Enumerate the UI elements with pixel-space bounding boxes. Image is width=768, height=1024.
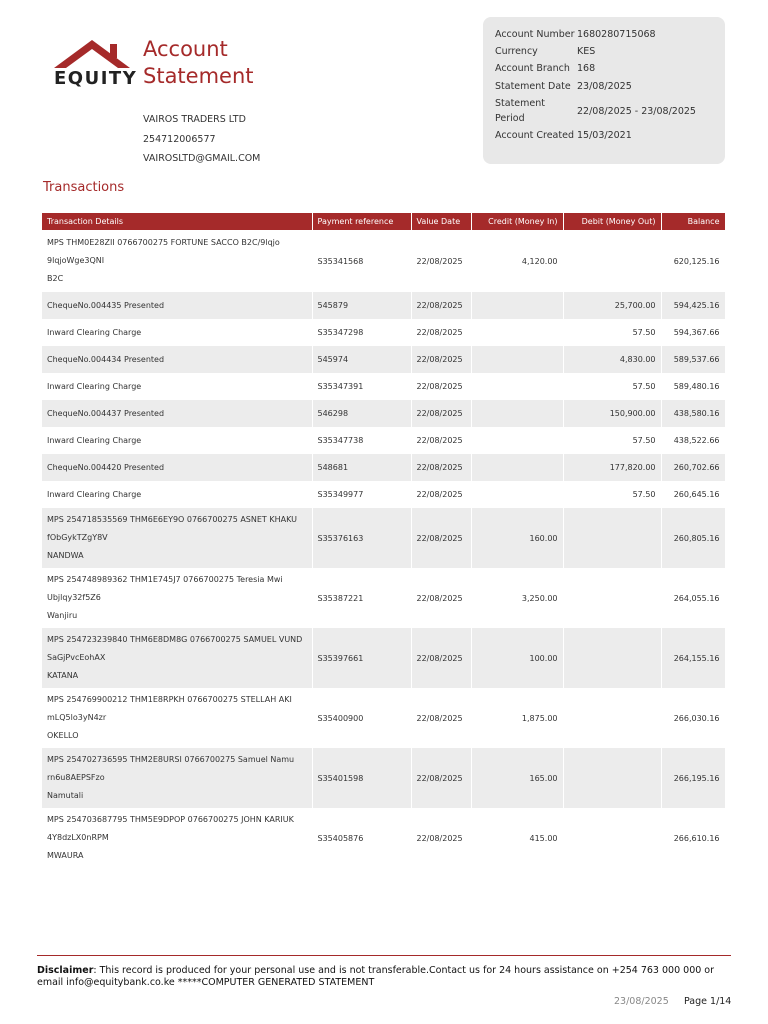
equity-logo <box>52 38 138 94</box>
transaction-details <box>42 748 312 808</box>
payment-reference: S35405876 <box>312 808 411 868</box>
transaction-detail-line: B2C <box>47 274 64 283</box>
payment-reference: 546298 <box>312 400 411 427</box>
payment-reference: S35400900 <box>312 688 411 748</box>
transaction-detail-line: 9lqjoWge3QNI <box>47 256 105 265</box>
table-row <box>42 808 725 868</box>
transaction-details <box>42 808 312 868</box>
value-date: 22/08/2025 <box>411 808 471 868</box>
table-row <box>42 748 725 808</box>
transaction-details <box>42 628 312 688</box>
value-date: 22/08/2025 <box>411 400 471 427</box>
value-date: 22/08/2025 <box>411 748 471 808</box>
statement-period-value: 22/08/2025 - 23/08/2025 <box>577 106 696 117</box>
credit-amount <box>471 427 563 454</box>
debit-amount: 57.50 <box>563 319 661 346</box>
table-row <box>42 427 725 454</box>
transaction-detail-line: MPS 254702736595 THM2E8URSI 0766700275 Samuel Namu <box>47 755 295 764</box>
customer-phone: 254712006577 <box>143 133 216 145</box>
table-row <box>42 230 725 292</box>
transaction-details <box>42 319 312 346</box>
statement-period-label-1: Statement <box>495 98 545 109</box>
table-row <box>42 373 725 400</box>
transaction-detail-line: mLQ5lo3yN4zr <box>47 713 107 722</box>
header-transaction-details: Transaction Details <box>42 213 312 230</box>
table-row <box>42 292 725 319</box>
debit-amount <box>563 808 661 868</box>
value-date: 22/08/2025 <box>411 373 471 400</box>
table-row <box>42 688 725 748</box>
transaction-details <box>42 373 312 400</box>
balance-amount: 438,522.66 <box>661 427 725 454</box>
currency-label: Currency <box>495 46 538 57</box>
customer-email: VAIROSLTD@GMAIL.COM <box>143 153 261 164</box>
page-number: Page 1/14 <box>684 996 732 1007</box>
balance-amount: 266,030.16 <box>661 688 725 748</box>
table-row <box>42 319 725 346</box>
transaction-detail-line: Ubjlqy32f5Z6 <box>47 593 101 602</box>
account-created-label: Account Created <box>495 130 574 141</box>
credit-amount <box>471 400 563 427</box>
account-created-value: 15/03/2021 <box>577 130 632 141</box>
balance-amount: 264,055.16 <box>661 568 725 628</box>
value-date: 22/08/2025 <box>411 292 471 319</box>
transactions-title: Transactions <box>43 180 125 195</box>
value-date: 22/08/2025 <box>411 427 471 454</box>
payment-reference: 545974 <box>312 346 411 373</box>
debit-amount <box>563 628 661 688</box>
table-row <box>42 346 725 373</box>
payment-reference: S35376163 <box>312 508 411 568</box>
value-date: 22/08/2025 <box>411 508 471 568</box>
table-row <box>42 628 725 688</box>
account-number-value: 1680280715068 <box>577 29 656 40</box>
balance-amount: 260,702.66 <box>661 454 725 481</box>
debit-amount <box>563 688 661 748</box>
table-row <box>42 400 725 427</box>
transaction-detail-line: NANDWA <box>47 551 84 560</box>
table-row <box>42 454 725 481</box>
header-balance: Balance <box>661 213 725 230</box>
debit-amount <box>563 748 661 808</box>
footer-divider <box>37 955 731 956</box>
debit-amount: 150,900.00 <box>563 400 661 427</box>
value-date: 22/08/2025 <box>411 688 471 748</box>
statement-period-label <box>495 96 575 126</box>
header-credit: Credit (Money In) <box>471 213 563 230</box>
value-date: 22/08/2025 <box>411 454 471 481</box>
credit-amount: 160.00 <box>471 508 563 568</box>
credit-amount <box>471 373 563 400</box>
balance-amount: 260,805.16 <box>661 508 725 568</box>
balance-amount: 260,645.16 <box>661 481 725 508</box>
payment-reference: S35397661 <box>312 628 411 688</box>
debit-amount: 25,700.00 <box>563 292 661 319</box>
transaction-detail-line: MPS 254718535569 THM6E6EY9O 0766700275 ASNET KHAKU <box>47 515 297 524</box>
branch-value: 168 <box>577 63 596 74</box>
transaction-detail-line: MPS 254703687795 THM5E9DPOP 0766700275 JOHN KARIUK <box>47 815 294 824</box>
payment-reference: 548681 <box>312 454 411 481</box>
value-date: 22/08/2025 <box>411 346 471 373</box>
disclaimer-label: Disclaimer <box>37 965 94 976</box>
statement-date-value: 23/08/2025 <box>577 81 632 92</box>
transaction-detail-line: MPS 254769900212 THM1E8RPKH 0766700275 STELLAH AKI <box>47 695 292 704</box>
debit-amount <box>563 508 661 568</box>
transaction-detail-line: Inward Clearing Charge <box>47 327 142 337</box>
balance-amount: 589,537.66 <box>661 346 725 373</box>
footer-date: 23/08/2025 <box>614 996 669 1007</box>
transaction-detail-line: ChequeNo.004434 Presented <box>47 354 165 364</box>
transaction-details <box>42 481 312 508</box>
transaction-detail-line: ChequeNo.004435 Presented <box>47 300 165 310</box>
credit-amount <box>471 454 563 481</box>
debit-amount: 4,830.00 <box>563 346 661 373</box>
currency-value: KES <box>577 46 596 57</box>
account-summary-box <box>483 17 725 164</box>
transaction-details <box>42 400 312 427</box>
credit-amount <box>471 292 563 319</box>
disclaimer <box>37 965 737 989</box>
table-row <box>42 481 725 508</box>
transaction-detail-line: MWAURA <box>47 851 84 860</box>
value-date: 22/08/2025 <box>411 230 471 292</box>
statement-date-label: Statement Date <box>495 81 571 92</box>
balance-amount: 594,425.16 <box>661 292 725 319</box>
credit-amount <box>471 346 563 373</box>
header-payment-reference: Payment reference <box>312 213 411 230</box>
transactions-table <box>42 213 726 868</box>
debit-amount <box>563 568 661 628</box>
payment-reference: S35347298 <box>312 319 411 346</box>
payment-reference: S35401598 <box>312 748 411 808</box>
transaction-detail-line: ChequeNo.004420 Presented <box>47 462 165 472</box>
transaction-detail-line: Inward Clearing Charge <box>47 381 142 391</box>
transaction-details <box>42 427 312 454</box>
credit-amount: 4,120.00 <box>471 230 563 292</box>
balance-amount: 594,367.66 <box>661 319 725 346</box>
debit-amount <box>563 230 661 292</box>
value-date: 22/08/2025 <box>411 319 471 346</box>
transaction-details <box>42 454 312 481</box>
header-debit: Debit (Money Out) <box>563 213 661 230</box>
transaction-detail-line: rn6u8AEPSFzo <box>47 773 105 782</box>
transaction-detail-line: SaGjPvcEohAX <box>47 653 106 662</box>
balance-amount: 589,480.16 <box>661 373 725 400</box>
transaction-details <box>42 292 312 319</box>
payment-reference: 545879 <box>312 292 411 319</box>
table-row <box>42 568 725 628</box>
transaction-details <box>42 688 312 748</box>
payment-reference: S35341568 <box>312 230 411 292</box>
transaction-detail-line: Inward Clearing Charge <box>47 435 142 445</box>
table-header-row <box>42 213 725 230</box>
balance-amount: 438,580.16 <box>661 400 725 427</box>
balance-amount: 266,195.16 <box>661 748 725 808</box>
statement-period-label-2: Period <box>495 113 525 124</box>
table-row <box>42 508 725 568</box>
customer-info <box>143 110 260 169</box>
house-roof-icon <box>52 38 132 70</box>
value-date: 22/08/2025 <box>411 628 471 688</box>
credit-amount: 165.00 <box>471 748 563 808</box>
balance-amount: 264,155.16 <box>661 628 725 688</box>
balance-amount: 620,125.16 <box>661 230 725 292</box>
transaction-detail-line: Inward Clearing Charge <box>47 489 142 499</box>
transaction-detail-line: fObGykTZgY8V <box>47 533 108 542</box>
credit-amount <box>471 319 563 346</box>
value-date: 22/08/2025 <box>411 481 471 508</box>
transaction-detail-line: Wanjiru <box>47 611 78 620</box>
payment-reference: S35347738 <box>312 427 411 454</box>
transaction-detail-line: KATANA <box>47 671 79 680</box>
transaction-detail-line: MPS 254748989362 THM1E745J7 0766700275 Teresia Mwi <box>47 575 283 584</box>
credit-amount: 3,250.00 <box>471 568 563 628</box>
debit-amount: 57.50 <box>563 373 661 400</box>
header-value-date: Value Date <box>411 213 471 230</box>
page-title <box>143 36 254 90</box>
transaction-detail-line: MPS THM0E28ZII 0766700275 FORTUNE SACCO B2C/9lqjo <box>47 238 280 247</box>
transaction-detail-line: 4Y8dzLX0nRPM <box>47 833 109 842</box>
transaction-details <box>42 346 312 373</box>
transaction-detail-line: OKELLO <box>47 731 79 740</box>
transaction-details <box>42 568 312 628</box>
credit-amount: 100.00 <box>471 628 563 688</box>
debit-amount: 177,820.00 <box>563 454 661 481</box>
transaction-details <box>42 230 312 292</box>
customer-name: VAIROS TRADERS LTD <box>143 114 246 125</box>
debit-amount: 57.50 <box>563 481 661 508</box>
balance-amount: 266,610.16 <box>661 808 725 868</box>
transaction-detail-line: Namutali <box>47 791 84 800</box>
transaction-detail-line: ChequeNo.004437 Presented <box>47 408 165 418</box>
branch-label: Account Branch <box>495 63 570 74</box>
transaction-details <box>42 508 312 568</box>
credit-amount <box>471 481 563 508</box>
disclaimer-text: : This record is produced for your personal use and is not transferable.Contact us for 24 hours assistance on +254 763 000 000 or email info@equitybank.co.ke *****COMPUTER GENERATED STATEMENT <box>37 965 715 988</box>
credit-amount: 1,875.00 <box>471 688 563 748</box>
title-line-1: Account <box>143 37 228 61</box>
value-date: 22/08/2025 <box>411 568 471 628</box>
transaction-detail-line: MPS 254723239840 THM6E8DM8G 0766700275 SAMUEL VUND <box>47 635 303 644</box>
logo-text: EQUITY <box>54 68 138 89</box>
account-number-label: Account Number <box>495 29 575 40</box>
title-line-2: Statement <box>143 64 254 88</box>
debit-amount: 57.50 <box>563 427 661 454</box>
credit-amount: 415.00 <box>471 808 563 868</box>
payment-reference: S35347391 <box>312 373 411 400</box>
payment-reference: S35349977 <box>312 481 411 508</box>
payment-reference: S35387221 <box>312 568 411 628</box>
